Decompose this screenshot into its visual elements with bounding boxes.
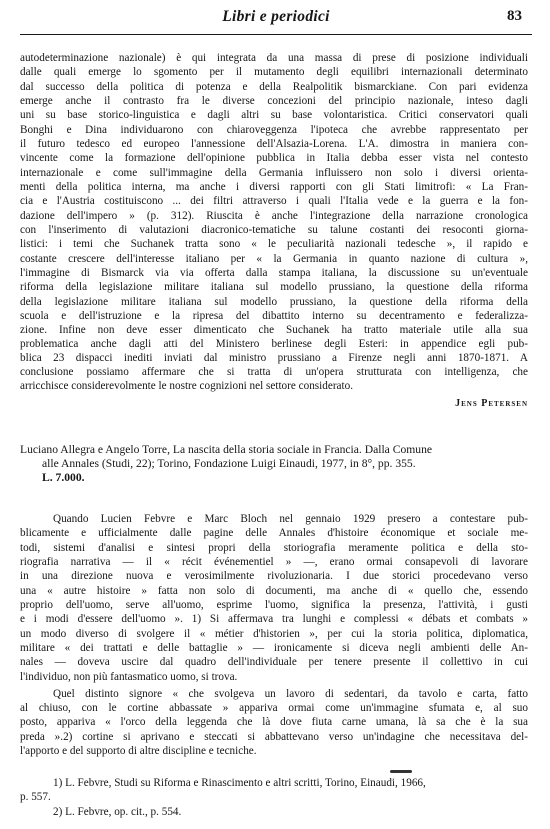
review1-line: della legislazione militare italiana sul modello prussiano, la questione della riforma della (20, 296, 528, 308)
review1-line: emerge anche il contrasto fra le diverse concezioni del principio nazionale, inteso dagli (20, 95, 528, 107)
review1-line: scuola e dell'istruzione e la ripresa del dibattito interno su decentramento e federalizza- (20, 310, 528, 322)
review1-line: con l'inserimento di valutazioni diacronico-tematiche su talune costanti dei resoconti giorna- (20, 224, 528, 236)
ink-mark (390, 770, 412, 773)
page-header (20, 8, 532, 36)
review1-line: costante crescere dell'interesse italiano per « la Germania in quanto nazione di cultura », (20, 253, 528, 265)
reference-line: alle Annales (Studi, 22); Torino, Fondazione Luigi Einaudi, 1977, in 8°, pp. 355. (42, 457, 416, 470)
review2-line: proprio dell'uomo, serve all'uomo, esprime l'uomo, significa la presenza, l'attività, i gusti (20, 599, 528, 611)
review2-line: riografia narrativa — il « récit événementiel » —, erano ormai consapevoli di lavorare (20, 556, 528, 568)
review1-line: l'immagine di Bismarck via via offerta dalla stampa italiana, la discussione su un'eventuale (20, 267, 528, 279)
review2-line: posto, appariva « l'orco della leggenda che là dove fiuta carne umana, là sa che è la sua (20, 716, 528, 728)
footnote: 1) L. Febvre, Studi su Riforma e Rinascimento e altri scritti, Torino, Einaudi, 1966, (53, 777, 426, 789)
page-number: 83 (507, 8, 522, 24)
review1-signature: Jens Petersen (455, 398, 528, 409)
review2-line: al chiuso, con le cortine abbassate » appariva ormai come un'immagine sfumata e, al suo (20, 702, 528, 714)
review2-line: un modo diverso di svolgere il « métier d'historien », per cui la storia politica, diplomatica, (20, 628, 528, 640)
review2-line: preda ».2) cortine si aprivano e steccati si abbattevano verso un'indagine che necessitava del- (20, 731, 528, 743)
review2-line: nales — doveva uscire dal quadro dell'individuale per tenere presente il collettivo in cui (20, 656, 528, 668)
reference-price: L. 7.000. (42, 471, 85, 484)
review2-line: l'individuo, non più fantasmatico uomo, si trova. (20, 671, 238, 683)
review2-line: todi, sistemi d'analisi e sintesi propri della storiografia meramente politica e della sto- (20, 542, 528, 554)
review2-line: Quel distinto signore « che svolgeva un lavoro di sedentari, da tavolo e carta, fatto (53, 688, 528, 700)
review1-line: conclusione possiamo affermare che si tratta di un'opera strutturata con intelligenza, che (20, 366, 528, 378)
review2-line: e i modi d'essere dell'uomo ». 1) Si affermava tra lunghi e complessi « débats et combats » (20, 613, 528, 625)
review1-line: Bonghi e Dina individuarono con chiaroveggenza l'ipoteca che avrebbe rappresentato per (20, 124, 528, 136)
reference-line: Luciano Allegra e Angelo Torre, La nascita della storia sociale in Francia. Dalla Comune (20, 443, 433, 456)
footnote: 2) L. Febvre, op. cit., p. 554. (53, 806, 182, 818)
review2-line: blicamente e ufficialmente dalle pagine delle Annales d'histoire économique et sociale me- (20, 527, 528, 539)
review2-line: militare « dei trattati e delle battaglie » — ironicamente si diceva negli ambienti delle An- (20, 642, 528, 654)
review1-line: il futuro tedesco ed europeo l'annessione dell'Alsazia-Lorena. L'A. dimostra in maniera con- (20, 138, 528, 150)
footnote: p. 557. (20, 791, 51, 803)
review1-line: riforma della legislazione militare italiana sul modello prussiano, la questione della riforma (20, 281, 528, 293)
review1-line: vincente come la formazione dell'opinione pubblica in Italia debba esser vista nel contesto (20, 152, 528, 164)
review1-line: cia e l'Austria costituiscono ... dei filtri attraverso i quali l'Italia vede e la guerra e la fon- (20, 195, 528, 207)
review2-line: l'apporto e del supporto di altre discipline e tecniche. (20, 745, 257, 757)
review1-line: autodeterminazione nazionale) è qui integrata da una massa di prese di posizione individuali (20, 52, 528, 64)
review2-line: una « autre histoire » fatta non solo di documenti, ma anche di « quello che, essendo (20, 585, 528, 597)
review1-line: blica 23 dispacci inediti inviati dal ministro prussiano a Firenze negli anni 1870-1871. A (20, 352, 528, 364)
review1-line: uni su base storico-linguistica e dagli altri su base volontaristica. Critici conservatori quali (20, 109, 528, 121)
review2-reference (20, 443, 528, 485)
review2-line: in una direzione nuova e verosimilmente rivoluzionaria. I due storici procedevano verso (20, 570, 528, 582)
review1-line: internazionale e come sull'immagine della Germania influissero non solo i diversi orienta- (20, 167, 528, 179)
review1-line: menti della politica interna, ma anche i diversi rapporti con gli Stati limitrofi: « La Fran- (20, 181, 528, 193)
review1-line: listici: i temi che Suchanek tratta sono « le peculiarità nazionali tedesche », il rapido e (20, 238, 528, 250)
review1-line: dal successo della politica di potenza e della Realpolitik bismarckiane. Con pari evidenza (20, 81, 528, 93)
review2-line: Quando Lucien Febvre e Marc Bloch nel gennaio 1929 presero a contestare pub- (53, 513, 528, 525)
header-rule (20, 34, 532, 35)
running-title: Libri e periodici (222, 8, 330, 25)
review1-line: zione. Infine non deve esser dimenticato che Suchanek ha tratto materiale utile alla sua (20, 324, 528, 336)
review1-line: dalle quali emerge lo sgomento per il mutamento degli equilibri internazionali determinato (20, 66, 528, 78)
review1-line: arricchisce considerevolmente le nostre cognizioni nel settore considerato. (20, 380, 354, 392)
review1-line: problematica anche dagli atti del Ministero berlinese degli Esteri: in appendice egli pub- (20, 338, 528, 350)
review1-line: dazione dell'impero » (p. 312). Riuscita è anche l'integrazione della narrazione cronologica (20, 210, 528, 222)
